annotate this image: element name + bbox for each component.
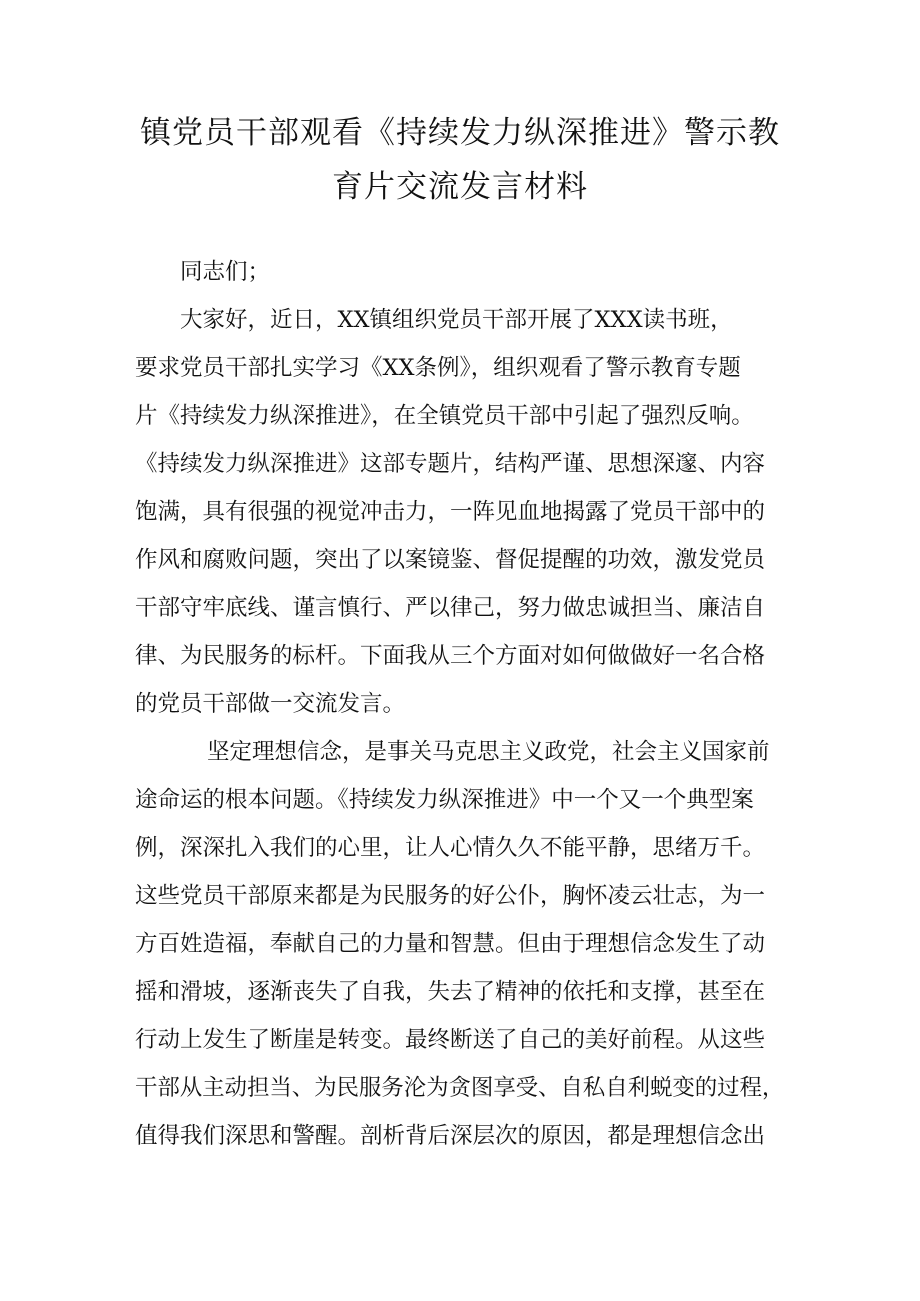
text-line: 值得我们深思和警醒。剖析背后深层次的原因，都是理想信念出 [135,1123,766,1149]
salutation: 同志们； [180,259,271,285]
text-line: 要求党员干部扎实学习《XX条例》，组织观看了警示教育专题 [135,355,741,381]
text-line: 摇和滑坡，逐渐丧失了自我，失去了精神的依托和支撑，甚至在 [135,979,766,1005]
paragraph-ideals [135,728,785,1160]
title-line: 镇党员干部观看《持续发力纵深推进》警示教 [140,115,780,151]
text-line: 干部守牢底线、谨言慎行、严以律己，努力做忠诚担当、廉洁自 [135,595,766,621]
paragraph-intro [135,296,785,728]
text-line: 方百姓造福，奉献自己的力量和智慧。但由于理想信念发生了动 [135,931,766,957]
text-line: 这些党员干部原来都是为民服务的好公仆，胸怀凌云壮志，为一 [135,883,766,909]
text-line: 途命运的根本问题。《持续发力纵深推进》中一个又一个典型案 [135,787,754,813]
text-line: 坚定理想信念，是事关马克思主义政党，社会主义国家前 [207,739,770,765]
title-line: 育片交流发言材料 [332,169,588,205]
text-line: 的党员干部做一交流发言。 [135,691,406,717]
text-line: 律、为民服务的标杆。下面我从三个方面对如何做做好一名合格 [135,643,766,669]
text-line: 大家好，近日，XX镇组织党员干部开展了XXX读书班， [135,307,733,333]
text-line: 行动上发生了断崖是转变。最终断送了自己的美好前程。从这些 [135,1027,766,1053]
text-line: 例，深深扎入我们的心里，让人心情久久不能平静，思绪万千。 [135,835,766,861]
text-line: 片《持续发力纵深推进》，在全镇党员干部中引起了强烈反响。 [135,403,754,429]
text-line: 饱满，具有很强的视觉冲击力，一阵见血地揭露了党员干部中的 [135,499,766,525]
document-body [135,248,785,1160]
text-line: 作风和腐败问题，突出了以案镜鉴、督促提醒的功效，激发党员 [135,547,766,573]
document-title [135,106,785,214]
text-line: 《持续发力纵深推进》这部专题片，结构严谨、思想深邃、内容 [135,451,766,477]
text-line: 干部从主动担当、为民服务沦为贪图享受、自私自利蜕变的过程， [135,1075,785,1101]
